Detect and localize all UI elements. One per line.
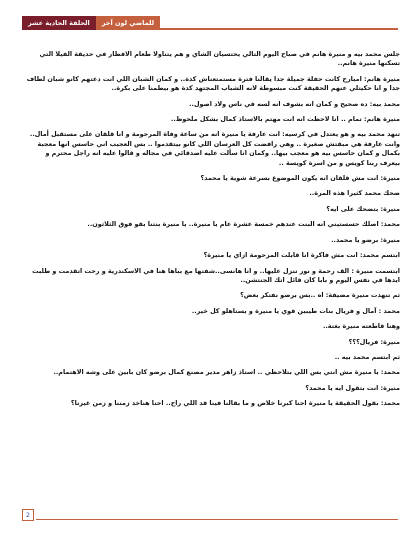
paragraph: تنهد محمد بيه و هو يعتدل في كرسيه: انت عارفة يا منيرة انه من ساعة وفاة المرحومة و انا قلقان على مستقبل أمال.. وانت عارفة هي مبقتش صغيرة .. وهي رافضت كل العرسان اللي كانو بيتقدموا .. بس العجيب اني حاسس انها معجبة بكمال و كمان حاسس بيه هو معجب بيها.. وكمان انا سألت عليه اصدقائي في مجاله و قالوا عليه انه راجل محترم و بيعرف ربنا كويس و من اسرة كويسة .. — [29, 130, 400, 167]
paragraph: محمد: يا منيرة مش انتي بس اللي بتلاحظي .. استاذ زاهر مدير مصنع كمال برضو كان بابين على وشه الاهتمام.. — [53, 368, 400, 377]
paragraph: ابتسمت منيرة : الف رحمة و نور تنزل عليها.. و انا هانسى..شفتها مع بباها هنا في الاسكندرية و رحت اتقدمت و طلبت ايدها في نفس اليوم و بابا كان قائل اتك الجنتشن.. — [32, 266, 400, 284]
footer-rule — [36, 519, 398, 520]
paragraph: منيرة هانم: تمام .. انا لاحظت انه انت مهتم بالاستاذ كمال بشكل ملحوظ.. — [170, 115, 400, 124]
paragraph: محمد بيه: ده صحيح و كمان انه بشوف انه لسه في ناس ولاد اصول.. — [189, 99, 400, 108]
page-footer — [22, 509, 398, 521]
paragraph: منيرة هانم: امبارح كانت حفلة جميلة جدا يقالنا فترة مستمتعناش كدة.. و كمان الشبان اللي انت دعتهم كانو شبان لطاف جدا و انا حكيتلي عنهم الحقيقة كنت مبسوطة لانه الشباب المجتهد كدة هو بيطمنا على بكرة.. — [26, 74, 400, 93]
header-rule — [160, 28, 398, 30]
paragraph: ثم تنهدت منيرة مضيفة: اه ..بس برضو نفتكر بعض؟ — [240, 291, 400, 300]
page-number: 2 — [22, 509, 34, 521]
episode-label: الحلقة الحادية عشر — [22, 16, 96, 30]
paragraph: ضحك محمد كثيرا هذه المرة.. — [309, 189, 400, 198]
paragraph: محمد: اصلك حسستيني انه البنت عندهم خمسة عشرة عام يا منيرة.. يا منيرة بنتنا بقو فوق الثلاثون.. — [87, 220, 400, 229]
paragraph: وهنا قاطعته منيرة بغتة.. — [322, 322, 400, 331]
paragraph: محمد: بقول الحقيقة يا منيرة احنا كبرنا خلاص و ما بقالنا فينا قد اللي راح.. احنا هناخد زمننا و زمن غيرنا؟ — [70, 399, 400, 408]
page-header — [22, 16, 398, 30]
paragraph: ثم ابتسم محمد بيه .. — [334, 352, 400, 361]
paragraph: منيرة: انت مش قلقان انه يكون الموضوع بسرعة شوية يا محمد؟ — [200, 174, 400, 183]
paragraph: محمد : آمال و فريال بنات طيبين قوي يا منيرة و يستاهلو كل خير.. — [191, 306, 400, 315]
paragraph: منيرة: فريال؟؟؟ — [348, 337, 400, 346]
paragraph: منيرة: انت بتقول ايه يا محمد؟ — [305, 383, 400, 392]
document-title: للماضي لون آخر — [96, 16, 160, 30]
paragraph: منيرة: برضو يا محمد.. — [331, 235, 400, 244]
paragraph: ابتسم محمد: انت مش فاكرة انا قابلت المرحومة ازاي يا منيرة؟ — [203, 251, 400, 260]
document-body — [24, 50, 400, 415]
paragraph: منيرة: بتضحك على ايه؟ — [326, 204, 400, 213]
paragraph: جلس محمد بيه و منيرة هانم في صباح اليوم التالي يحتسيان الشاي و هم يتناولا طعام الافطار في حديقة الفيلا التي تسكنها منيرة هانم.. — [39, 50, 400, 68]
